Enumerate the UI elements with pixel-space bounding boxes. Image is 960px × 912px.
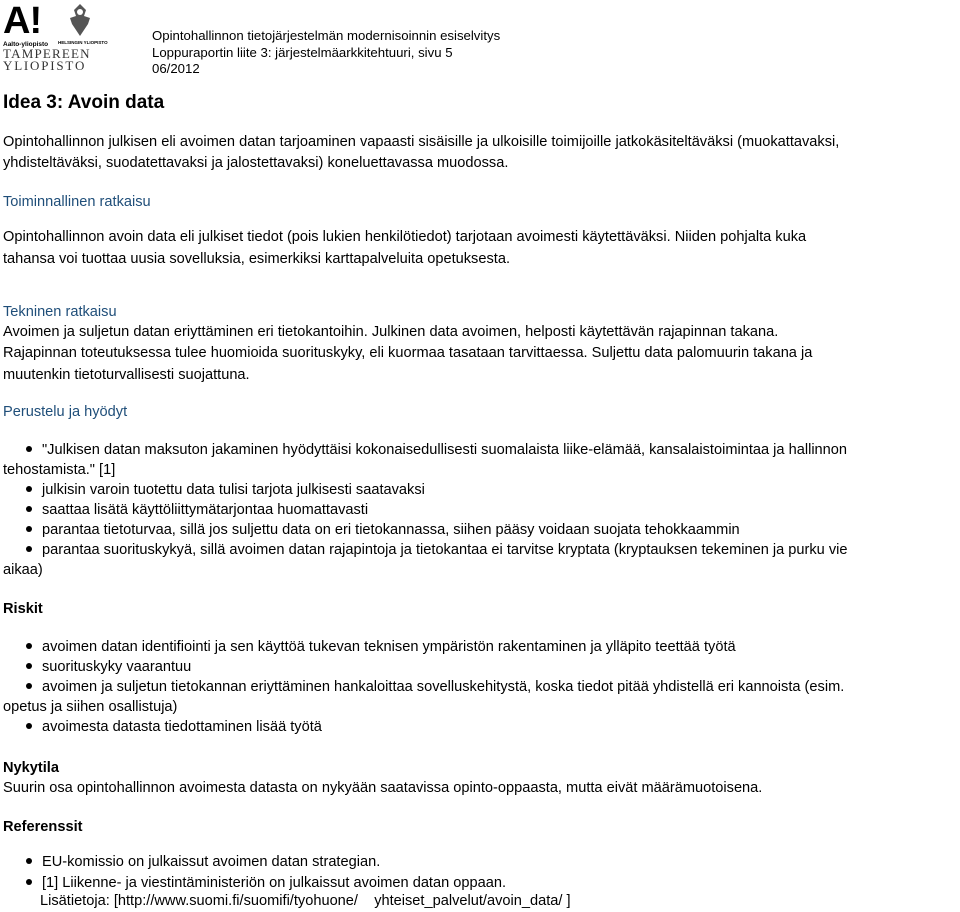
references-heading: Referenssit [3, 819, 83, 835]
tampere-logo [3, 48, 111, 72]
functional-solution-heading: Toiminnallinen ratkaisu [3, 194, 151, 210]
header-project-title: Opintohallinnon tietojärjestelmän modernisoinnin esiselvitys [152, 28, 501, 43]
benefit-item-1 [3, 440, 958, 460]
risk-item-1 [3, 637, 958, 657]
technical-line-1: Avoimen ja suljetun datan eriyttäminen eri tietokantoihin. Julkinen data avoimen, helposti käytettävän rajapinnan takana. [3, 324, 779, 340]
risk-item-3-cont: opetus ja siihen osallistuja) [3, 699, 178, 715]
bullet-icon [26, 858, 32, 864]
benefit-item-3-text: saattaa lisätä käyttöliittymätarjontaa huomattavasti [42, 502, 369, 518]
current-state-text: Suurin osa opintohallinnon avoimesta datasta on nykyään saatavissa opinto-oppaasta, mutta eivät määrämuotoisena. [3, 780, 763, 796]
benefit-item-3 [3, 500, 958, 520]
page-title: Idea 3: Avoin data [3, 92, 165, 113]
benefit-item-2 [3, 480, 958, 500]
tampere-logo-line2: YLIOPISTO [3, 58, 87, 73]
benefits-heading: Perustelu ja hyödyt [3, 404, 128, 420]
reference-item-2-text: [1] Liikenne- ja viestintäministeriön on julkaissut avoimen datan oppaan. [42, 875, 507, 891]
benefit-item-2-text: julkisin varoin tuotettu data tulisi tarjota julkisesti saatavaksi [42, 482, 425, 498]
risk-item-1-text: avoimen datan identifiointi ja sen käyttöä tukevan teknisen ympäristön rakentaminen ja ylläpito teettää työtä [42, 639, 736, 655]
helsinki-logo-text: HELSINGIN YLIOPISTO [58, 40, 108, 45]
current-state-heading: Nykytila [3, 760, 59, 776]
bullet-icon [26, 643, 32, 649]
benefit-item-4-text: parantaa tietoturvaa, sillä jos suljettu data on eri tietokannassa, siihen pääsy voidaan suojata tehokkaammin [42, 522, 740, 538]
intro-line-2: yhdisteltäväksi, suodatettavaksi ja jalostettavaksi) koneluettavassa muodossa. [3, 155, 509, 171]
reference-item-1 [3, 852, 958, 872]
benefit-item-5-cont: aikaa) [3, 562, 43, 578]
functional-line-2: tahansa voi tuottaa uusia sovelluksia, esimerkiksi karttapalveluita opetuksesta. [3, 251, 510, 267]
risk-item-3-text: avoimen ja suljetun tietokannan eriyttäminen hankaloittaa sovelluskehitystä, koska tiedot pitää yhdistellä eri kannoista (esim. [42, 679, 845, 695]
benefit-item-1-text: "Julkisen datan maksuton jakaminen hyödyttäisi kokonaisedullisesti suomalaista liike-elämää, kansalaistoimintaa ja hallinnon [42, 442, 848, 458]
benefit-item-1-cont: tehostamista." [1] [3, 462, 116, 478]
risk-item-3 [3, 677, 958, 697]
reference-item-2 [3, 873, 958, 893]
functional-line-1: Opintohallinnon avoin data eli julkiset tiedot (pois lukien henkilötiedot) tarjotaan avoimesti käytettäväksi. Niiden pohjalta kuka [3, 229, 807, 245]
header-report-subtitle: Loppuraportin liite 3: järjestelmäarkkitehtuuri, sivu 5 [152, 45, 453, 60]
bullet-icon [26, 663, 32, 669]
aalto-logo-mark: A! [3, 0, 42, 42]
aalto-logo-sub: Aalto-yliopisto [3, 41, 49, 48]
risk-item-2-text: suorituskyky vaarantuu [42, 659, 192, 675]
aalto-logo [3, 2, 59, 48]
bullet-icon [26, 486, 32, 492]
technical-line-2: Rajapinnan toteutuksessa tulee huomioida suorituskyky, eli kuormaa tasataan tarvittaessa. Suljettu data palomuurin takana ja [3, 345, 813, 361]
risk-item-4-text: avoimesta datasta tiedottaminen lisää työtä [42, 719, 322, 735]
bullet-icon [26, 546, 32, 552]
bullet-icon [26, 683, 32, 689]
bullet-icon [26, 526, 32, 532]
risk-item-4 [3, 717, 958, 737]
reference-item-2-link[interactable]: Lisätietoja: [http://www.suomi.fi/suomifi/tyohuone/ yhteiset_palvelut/avoin_data/ ] [40, 893, 571, 909]
helsinki-seal-icon [60, 2, 100, 38]
reference-item-1-text: EU-komissio on julkaissut avoimen datan strategian. [42, 854, 381, 870]
risk-item-2 [3, 657, 958, 677]
bullet-icon [26, 446, 32, 452]
benefit-item-5 [3, 540, 958, 560]
benefit-item-5-text: parantaa suorituskykyä, sillä avoimen datan rajapintoja ja tietokantaa ei tarvitse kryptata (kryptauksen tekeminen ja purku vie [42, 542, 848, 558]
technical-solution-heading: Tekninen ratkaisu [3, 304, 117, 320]
bullet-icon [26, 506, 32, 512]
tampere-logo-line1: TAMPEREEN [3, 46, 91, 61]
bullet-icon [26, 723, 32, 729]
intro-line-1: Opintohallinnon julkisen eli avoimen datan tarjoaminen vapaasti sisäisille ja ulkoisille toimijoille jatkokäsiteltäväksi (muokattavaksi, [3, 134, 840, 150]
technical-line-3: muutenkin tietoturvallisesti suojattuna. [3, 367, 250, 383]
bullet-icon [26, 879, 32, 885]
header-date: 06/2012 [152, 61, 200, 76]
benefit-item-4 [3, 520, 958, 540]
risks-heading: Riskit [3, 601, 43, 617]
